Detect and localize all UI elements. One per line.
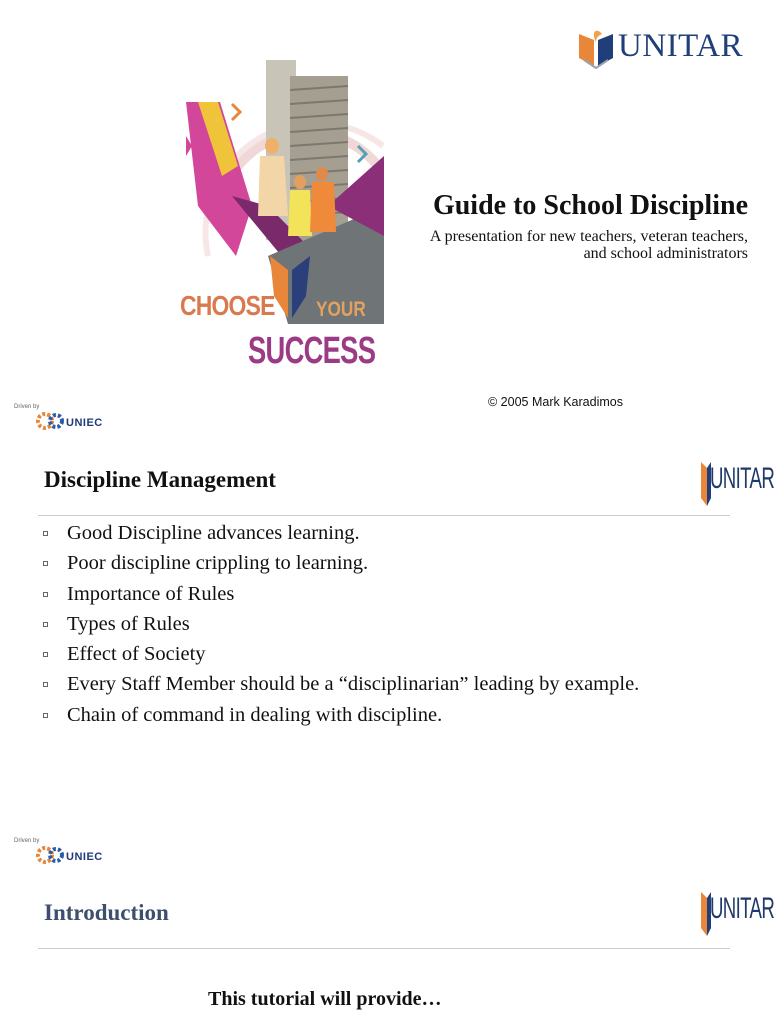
unitar-wordmark: UNITAR — [618, 28, 744, 64]
bullet-item: Types of Rules — [40, 609, 639, 639]
bullet-item: Poor discipline crippling to learning. — [40, 548, 639, 578]
unitar-wordmark: UNITAR — [710, 892, 774, 925]
bullet-item: Good Discipline advances learning. — [40, 518, 639, 548]
unitar-small-logo — [700, 886, 774, 944]
bullet-marker — [43, 531, 48, 536]
bullet-marker — [43, 592, 48, 597]
title-divider — [38, 948, 730, 949]
bullet-marker — [43, 561, 48, 566]
copyright: © 2005 Mark Karadimos — [488, 395, 623, 409]
bullet-item: Every Staff Member should be a “disciplinarian” leading by example. — [40, 669, 639, 699]
poster-your: YOUR — [316, 298, 366, 321]
unitar-wordmark: UNITAR — [710, 462, 774, 495]
driven-by-label: Driven by — [14, 838, 40, 844]
poster-choose: CHOOSE — [180, 290, 275, 321]
bullet-item: Chain of command in dealing with discipline. — [40, 700, 639, 730]
bullet-list — [40, 518, 639, 730]
uniec-footer-logo — [14, 404, 114, 436]
bullet-marker — [43, 713, 48, 718]
title-divider — [38, 515, 730, 516]
bullet-marker — [43, 682, 48, 687]
unitar-book-icon — [576, 26, 616, 70]
discipline-management-slide — [0, 440, 774, 863]
unitar-small-logo — [700, 456, 774, 514]
poster-success: SUCCESS — [248, 330, 376, 372]
bullet-marker — [43, 622, 48, 627]
intro-text: This tutorial will provide… — [208, 988, 442, 1010]
presentation-subtitle: A presentation for new teachers, veteran teachers, and school administrators — [429, 228, 748, 262]
driven-by-label: Driven by — [14, 404, 40, 410]
slide-title: Discipline Management — [44, 467, 276, 492]
slide-title: Introduction — [44, 900, 169, 925]
uniec-wordmark: UNIEC — [66, 417, 103, 429]
bullet-item: Effect of Society — [40, 639, 639, 669]
unitar-logo — [576, 26, 760, 70]
uniec-wordmark: UNIEC — [66, 851, 103, 863]
title-slide — [0, 0, 768, 440]
bullet-item: Importance of Rules — [40, 579, 639, 609]
bullet-marker — [43, 652, 48, 657]
presentation-title: Guide to School Discipline — [432, 190, 748, 221]
introduction-slide — [0, 840, 774, 1024]
poster-text — [180, 290, 390, 330]
uniec-gear-icon — [36, 410, 64, 432]
